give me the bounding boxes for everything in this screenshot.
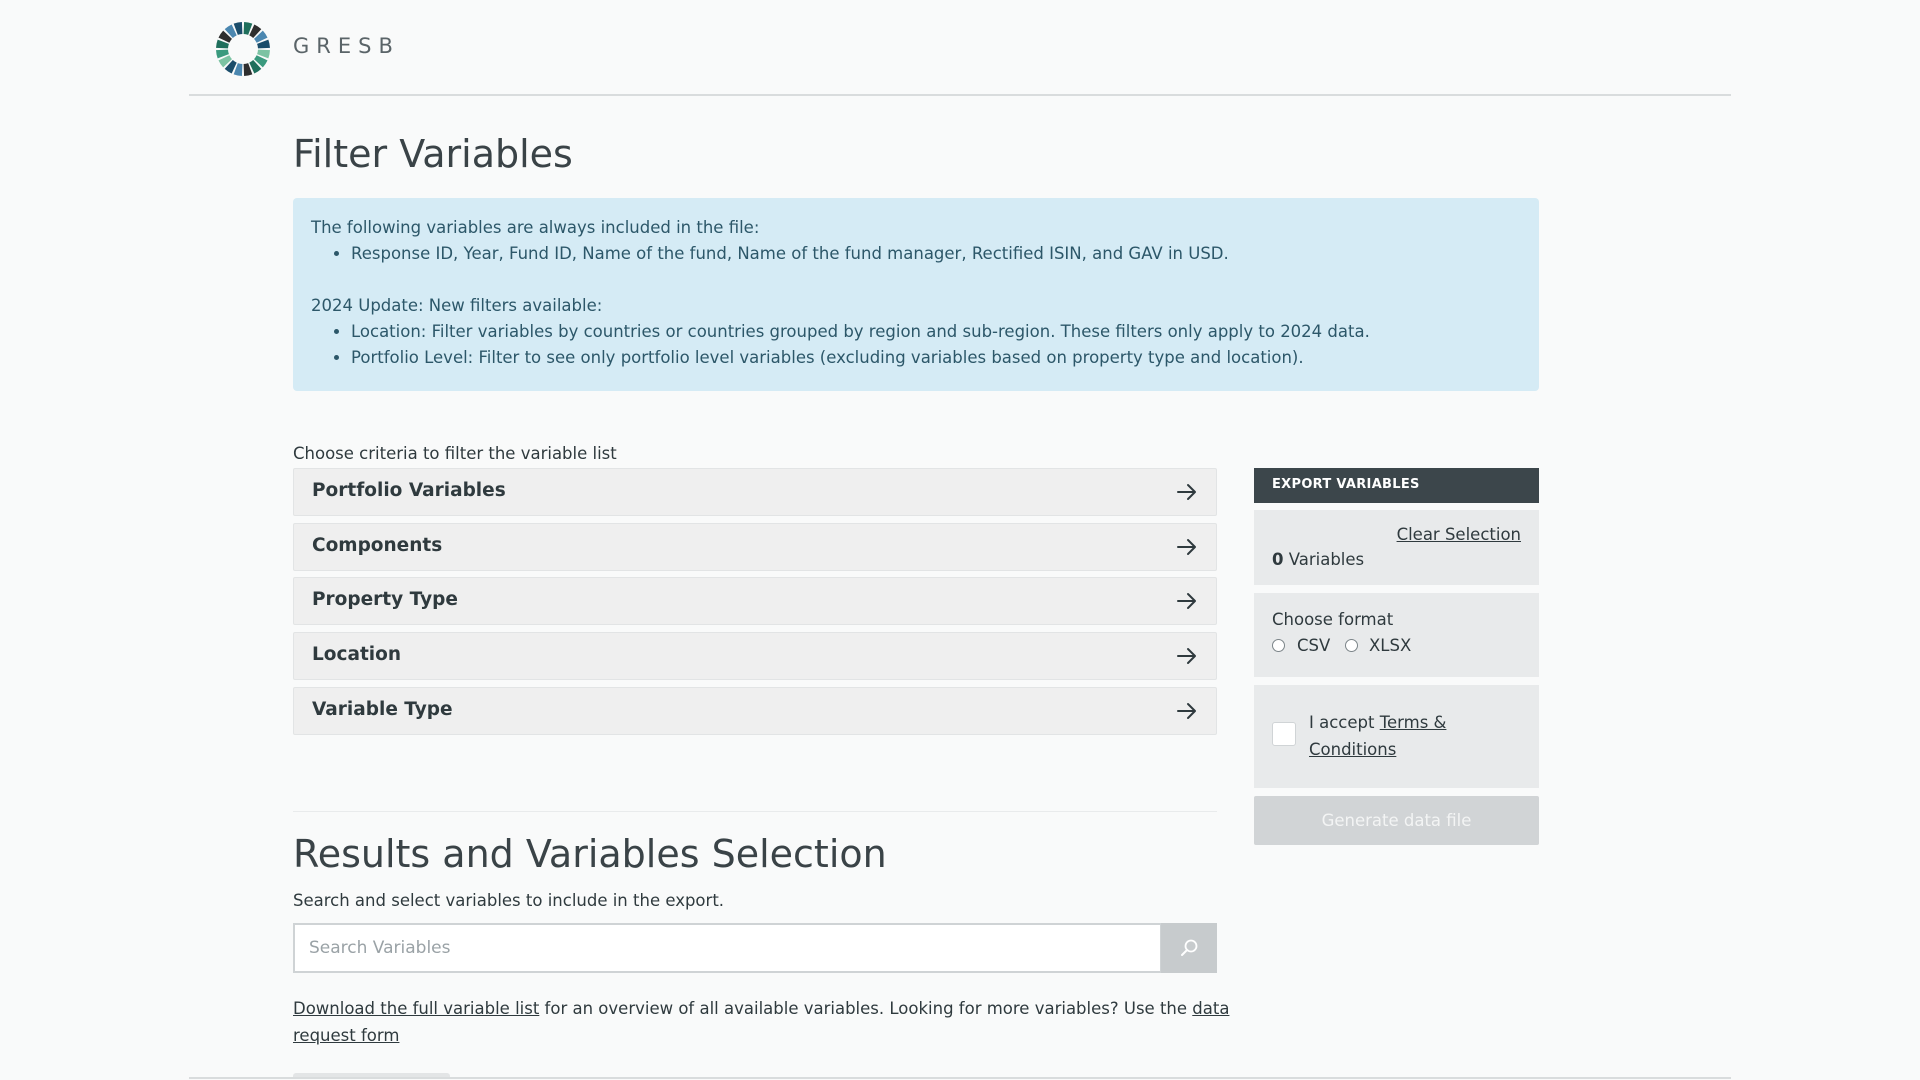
results-subtitle: Search and select variables to include in the export. <box>293 891 725 910</box>
filter-variable-type[interactable] <box>293 687 1217 735</box>
terms-acceptance <box>1254 685 1539 788</box>
section-divider <box>293 811 1217 812</box>
csv-radio-label[interactable]: CSV <box>1297 636 1331 655</box>
info-box <box>293 198 1539 391</box>
arrow-right-icon <box>1176 645 1198 667</box>
search-input[interactable] <box>293 923 1162 973</box>
filter-label: Components <box>312 535 443 556</box>
accept-terms-text <box>1309 709 1509 763</box>
filter-location[interactable] <box>293 632 1217 680</box>
filter-components[interactable] <box>293 523 1217 571</box>
update-item: • Portfolio Level: Filter to see only portfolio level variables (excluding variables based on property type and location). <box>351 345 1370 371</box>
export-header-label: EXPORT VARIABLES <box>1272 477 1420 492</box>
generate-data-file-button[interactable]: Generate data file <box>1254 796 1539 845</box>
format-chooser <box>1254 593 1539 677</box>
data-request-form-link[interactable]: data request form <box>293 999 1230 1045</box>
page-title: Filter Variables <box>293 132 573 176</box>
search-bar <box>293 923 1217 973</box>
arrow-right-icon <box>1176 481 1198 503</box>
accept-prefix: I accept <box>1309 713 1380 732</box>
top-header <box>189 0 1731 96</box>
update-title: 2024 Update: New filters available: <box>311 296 603 315</box>
filter-portfolio-variables[interactable] <box>293 468 1217 516</box>
footer-text <box>293 995 1233 1049</box>
format-label: Choose format <box>1272 610 1394 629</box>
always-included-list <box>333 241 1229 267</box>
accept-terms-checkbox[interactable] <box>1272 722 1296 746</box>
info-intro: The following variables are always included in the file: <box>311 218 760 237</box>
download-variable-list-link[interactable]: Download the full variable list <box>293 999 540 1018</box>
variable-count-label: Variables <box>1283 550 1365 569</box>
filter-label: Location <box>312 644 402 665</box>
arrow-right-icon <box>1176 700 1198 722</box>
filter-label: Variable Type <box>312 699 453 720</box>
brand-name: GRESB <box>293 34 400 58</box>
update-item: • Location: Filter variables by countries or countries grouped by region and sub-region. These filters only apply to 2024 data. <box>351 319 1370 345</box>
variable-count-number: 0 <box>1272 550 1284 569</box>
updates-list <box>333 319 1370 371</box>
criteria-label: Choose criteria to filter the variable list <box>293 444 617 463</box>
arrow-right-icon <box>1176 590 1198 612</box>
csv-radio[interactable] <box>1272 639 1285 652</box>
xlsx-radio-label[interactable]: XLSX <box>1369 636 1412 655</box>
search-icon <box>1179 938 1199 958</box>
footer-middle-text: for an overview of all available variables. Looking for more variables? Use the <box>539 999 1193 1018</box>
terms-conditions-link[interactable]: Terms & Conditions <box>1309 713 1447 759</box>
export-panel-header <box>1254 468 1539 503</box>
xlsx-radio[interactable] <box>1345 639 1358 652</box>
search-button[interactable] <box>1161 923 1217 973</box>
bottom-divider <box>189 1077 1731 1079</box>
gresb-logo[interactable] <box>214 20 272 78</box>
always-included-item: • Response ID, Year, Fund ID, Name of the fund, Name of the fund manager, Rectified ISIN, and GAV in USD. <box>351 241 1229 267</box>
filter-property-type[interactable] <box>293 577 1217 625</box>
clear-selection-link[interactable]: Clear Selection <box>1396 525 1521 544</box>
filter-label: Property Type <box>312 589 458 610</box>
selection-summary <box>1254 510 1539 585</box>
filter-label: Portfolio Variables <box>312 480 506 501</box>
results-title: Results and Variables Selection <box>293 832 887 876</box>
variable-count <box>1272 550 1364 569</box>
arrow-right-icon <box>1176 536 1198 558</box>
